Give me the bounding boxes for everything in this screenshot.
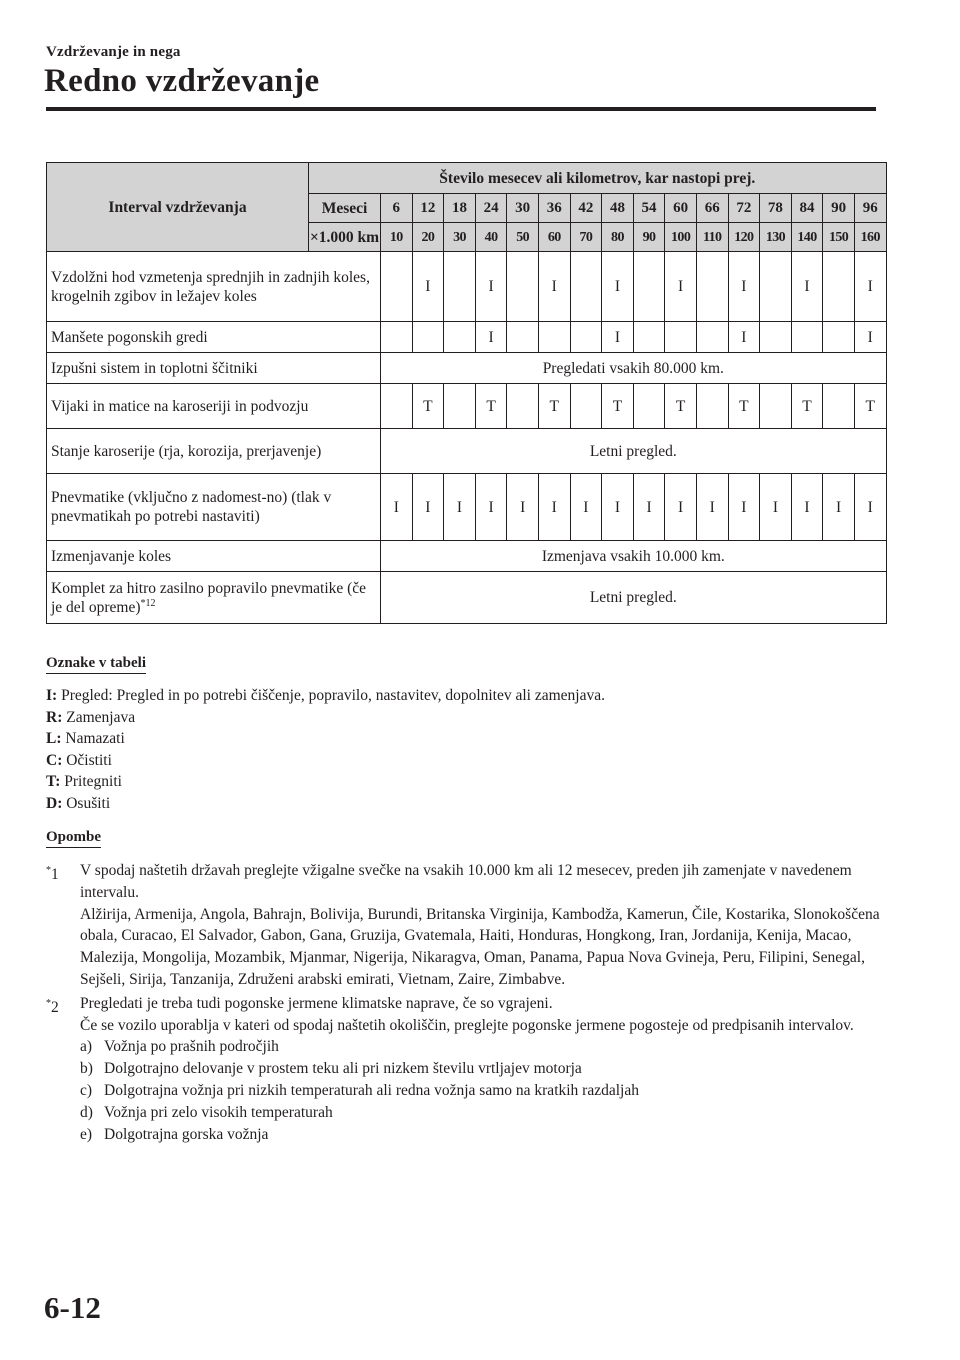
note-2-marker: *2 bbox=[46, 997, 59, 1016]
legend-key: L: bbox=[46, 730, 62, 747]
note-2-item bbox=[80, 1036, 896, 1058]
legend-item bbox=[46, 685, 886, 707]
schedule-cell: I bbox=[854, 474, 886, 541]
note-2-item-letter: d) bbox=[80, 1103, 93, 1121]
km-value: 70 bbox=[570, 223, 602, 252]
note-2-item-letter: b) bbox=[80, 1060, 93, 1078]
row-span-value: Letni pregled. bbox=[381, 572, 887, 624]
schedule-cell bbox=[823, 384, 855, 429]
legend-text: Zamenjava bbox=[66, 708, 136, 726]
km-value: 120 bbox=[728, 223, 760, 252]
note-2-item bbox=[80, 1058, 896, 1080]
schedule-cell bbox=[381, 384, 413, 429]
km-value: 110 bbox=[696, 223, 728, 252]
schedule-cell: I bbox=[538, 252, 570, 322]
month-value: 96 bbox=[854, 194, 886, 223]
title-rule bbox=[46, 107, 876, 111]
schedule-cell: I bbox=[475, 474, 507, 541]
schedule-cell: I bbox=[602, 322, 634, 353]
schedule-cell: I bbox=[538, 474, 570, 541]
schedule-cell bbox=[444, 252, 476, 322]
note-2-item-text: Vožnja po prašnih področjih bbox=[104, 1038, 279, 1056]
table-row bbox=[47, 572, 887, 624]
schedule-cell: T bbox=[665, 384, 697, 429]
table-row bbox=[47, 322, 887, 353]
month-value: 72 bbox=[728, 194, 760, 223]
km-value: 80 bbox=[602, 223, 634, 252]
schedule-cell bbox=[570, 384, 602, 429]
schedule-cell: I bbox=[602, 474, 634, 541]
header-row bbox=[47, 163, 887, 194]
km-value: 90 bbox=[633, 223, 665, 252]
row-label-text: Izmenjavanje koles bbox=[51, 547, 172, 565]
schedule-cell: T bbox=[475, 384, 507, 429]
note-2-line: Če se vozilo uporablja v kateri od spodaj naštetih okoliščin, preglejte pogonske jermene pogosteje od predpisanih intervalov. bbox=[80, 1016, 854, 1034]
notes bbox=[46, 860, 896, 1145]
table-row bbox=[47, 474, 887, 541]
page-title: Redno vzdrževanje bbox=[44, 63, 320, 99]
note-1-marker: *1 bbox=[46, 865, 59, 884]
schedule-cell: I bbox=[696, 474, 728, 541]
month-value: 60 bbox=[665, 194, 697, 223]
schedule-cell bbox=[507, 252, 539, 322]
legend-key: D: bbox=[46, 794, 63, 812]
month-value: 30 bbox=[507, 194, 539, 223]
schedule-cell: I bbox=[444, 474, 476, 541]
schedule-cell: I bbox=[854, 252, 886, 322]
schedule-cell bbox=[665, 322, 697, 353]
note-1 bbox=[46, 860, 896, 991]
notes-heading: Opombe bbox=[46, 828, 101, 848]
row-label-text: Vijaki in matice na karoseriji in podvozju bbox=[51, 397, 309, 415]
schedule-cell bbox=[507, 384, 539, 429]
row-label-text: Izpušni sistem in toplotni ščitniki bbox=[51, 359, 258, 377]
note-2-item-letter: a) bbox=[80, 1038, 93, 1056]
row-label bbox=[47, 429, 381, 474]
km-value: 10 bbox=[381, 223, 413, 252]
table-row bbox=[47, 429, 887, 474]
month-value: 84 bbox=[791, 194, 823, 223]
note-1-countries: Alžirija, Armenija, Angola, Bahrajn, Bolivija, Burundi, Britanska Virginija, Kambodža, Kamerun, Čile, Kostarika, Slonokoščena obala, Curacao, El Salvador, Gabon, Gana, Gruzija, Gvatemala, Haiti, Honduras, Hongkong, Iran, Jordanija, Kenija, Macao, Malezija, Mongolija, Mozambik, Mjanmar, Nigerija, Nikaragva, Oman, Panama, Papua Nova Gvineja, Peru, Filipini, Senegal, Sejšeli, Sirija, Tanzanija, Združeni arabski emirati, Vietnam, Zaire, Zimbabve. bbox=[80, 905, 880, 988]
legend-text: Osušiti bbox=[66, 794, 111, 812]
schedule-cell: I bbox=[412, 474, 444, 541]
schedule-cell bbox=[538, 322, 570, 353]
legend-item bbox=[46, 771, 886, 793]
schedule-cell bbox=[696, 252, 728, 322]
month-value: 36 bbox=[538, 194, 570, 223]
schedule-cell: I bbox=[570, 474, 602, 541]
schedule-cell bbox=[412, 322, 444, 353]
legend-heading: Oznake v tabeli bbox=[46, 654, 146, 674]
table-row bbox=[47, 353, 887, 384]
note-2-item bbox=[80, 1080, 896, 1102]
km-label: ×1.000 km bbox=[309, 223, 381, 252]
schedule-cell: I bbox=[791, 252, 823, 322]
km-value: 100 bbox=[665, 223, 697, 252]
row-label-text: Komplet za hitro zasilno popravilo pnevmatike (če je del opreme) bbox=[51, 579, 367, 616]
month-value: 42 bbox=[570, 194, 602, 223]
schedule-cell bbox=[791, 322, 823, 353]
row-label bbox=[47, 252, 381, 322]
note-2-item-text: Dolgotrajna gorska vožnja bbox=[104, 1125, 269, 1143]
schedule-cell: I bbox=[665, 474, 697, 541]
month-value: 12 bbox=[412, 194, 444, 223]
note-2-item-text: Vožnja pri zelo visokih temperaturah bbox=[104, 1103, 333, 1121]
schedule-cell: I bbox=[760, 474, 792, 541]
footnote-ref: *12 bbox=[140, 597, 156, 609]
note-2-item-text: Dolgotrajna vožnja pri nizkih temperaturah ali redna vožnja samo na kratkih razdaljah bbox=[104, 1081, 639, 1099]
legend-item bbox=[46, 793, 886, 815]
schedule-cell bbox=[823, 252, 855, 322]
month-value: 54 bbox=[633, 194, 665, 223]
schedule-cell: I bbox=[381, 474, 413, 541]
month-value: 66 bbox=[696, 194, 728, 223]
schedule-cell: T bbox=[791, 384, 823, 429]
km-value: 60 bbox=[538, 223, 570, 252]
row-label bbox=[47, 541, 381, 572]
page-number: 6-12 bbox=[44, 1290, 101, 1325]
note-2-item-letter: c) bbox=[80, 1081, 93, 1099]
km-value: 130 bbox=[760, 223, 792, 252]
schedule-cell bbox=[507, 322, 539, 353]
row-span-value: Izmenjava vsakih 10.000 km. bbox=[381, 541, 887, 572]
schedule-cell bbox=[633, 384, 665, 429]
schedule-cell: T bbox=[602, 384, 634, 429]
table-row bbox=[47, 384, 887, 429]
schedule-cell bbox=[633, 252, 665, 322]
section-label: Vzdrževanje in nega bbox=[46, 44, 181, 60]
schedule-cell: T bbox=[538, 384, 570, 429]
legend-key: T: bbox=[46, 773, 61, 790]
note-2-item-letter: e) bbox=[80, 1125, 93, 1143]
schedule-cell bbox=[570, 252, 602, 322]
month-value: 48 bbox=[602, 194, 634, 223]
schedule-cell bbox=[760, 384, 792, 429]
schedule-cell bbox=[696, 384, 728, 429]
month-value: 18 bbox=[444, 194, 476, 223]
schedule-cell bbox=[444, 384, 476, 429]
schedule-cell: I bbox=[728, 322, 760, 353]
km-value: 20 bbox=[412, 223, 444, 252]
row-label-text: Pnevmatike (vključno z nadomest-no) (tlak v pnevmatikah po potrebi nastaviti) bbox=[51, 489, 332, 525]
schedule-cell: I bbox=[665, 252, 697, 322]
row-label-text: Vzdolžni hod vzmetenja sprednjih in zadnjih koles, krogelnih zgibov in ležajev koles bbox=[51, 268, 370, 305]
row-label bbox=[47, 322, 381, 353]
month-value: 24 bbox=[475, 194, 507, 223]
schedule-cell: I bbox=[728, 252, 760, 322]
schedule-cell: I bbox=[854, 322, 886, 353]
schedule-cell: I bbox=[791, 474, 823, 541]
legend-text: Pritegniti bbox=[64, 773, 122, 790]
legend-key: R: bbox=[46, 708, 63, 726]
schedule-cell: T bbox=[728, 384, 760, 429]
row-label bbox=[47, 572, 381, 624]
schedule-cell bbox=[823, 322, 855, 353]
row-label bbox=[47, 353, 381, 384]
schedule-cell: I bbox=[412, 252, 444, 322]
legend-text: Pregled: Pregled in po potrebi čiščenje, popravilo, nastavitev, dopolnitev ali zamenjava. bbox=[61, 687, 605, 704]
schedule-cell: I bbox=[728, 474, 760, 541]
schedule-cell bbox=[381, 322, 413, 353]
month-value: 6 bbox=[381, 194, 413, 223]
km-value: 160 bbox=[854, 223, 886, 252]
legend-item bbox=[46, 707, 886, 729]
schedule-cell bbox=[760, 252, 792, 322]
km-value: 150 bbox=[823, 223, 855, 252]
row-span-value: Pregledati vsakih 80.000 km. bbox=[381, 353, 887, 384]
maintenance-schedule-table bbox=[46, 162, 887, 624]
legend-item bbox=[46, 728, 886, 750]
note-2 bbox=[46, 993, 896, 1146]
schedule-cell bbox=[633, 322, 665, 353]
schedule-cell bbox=[760, 322, 792, 353]
schedule-cell: I bbox=[823, 474, 855, 541]
schedule-cell: I bbox=[475, 322, 507, 353]
schedule-cell bbox=[444, 322, 476, 353]
legend-text: Očistiti bbox=[66, 751, 112, 769]
month-value: 90 bbox=[823, 194, 855, 223]
legend-item bbox=[46, 750, 886, 772]
row-label bbox=[47, 384, 381, 429]
row-label-text: Manšete pogonskih gredi bbox=[51, 328, 208, 346]
schedule-cell bbox=[570, 322, 602, 353]
legend-key: C: bbox=[46, 751, 63, 769]
schedule-cell: I bbox=[633, 474, 665, 541]
table-row bbox=[47, 541, 887, 572]
note-1-line: V spodaj naštetih državah preglejte vžigalne svečke na vsakih 10.000 km ali 12 mesecev, preden jih zamenjate v navedenem intervalu. bbox=[80, 862, 852, 901]
km-value: 30 bbox=[444, 223, 476, 252]
legend-key: I: bbox=[46, 687, 58, 704]
interval-header: Interval vzdrževanja bbox=[47, 163, 309, 252]
schedule-cell bbox=[381, 252, 413, 322]
row-label-text: Stanje karoserije (rja, korozija, prerjavenje) bbox=[51, 442, 322, 460]
schedule-cell: T bbox=[412, 384, 444, 429]
schedule-cell: I bbox=[475, 252, 507, 322]
month-value: 78 bbox=[760, 194, 792, 223]
km-value: 140 bbox=[791, 223, 823, 252]
km-value: 50 bbox=[507, 223, 539, 252]
schedule-cell: I bbox=[602, 252, 634, 322]
legend-text: Namazati bbox=[65, 730, 125, 747]
schedule-cell: T bbox=[854, 384, 886, 429]
row-label bbox=[47, 474, 381, 541]
schedule-cell bbox=[696, 322, 728, 353]
table-row bbox=[47, 252, 887, 322]
schedule-cell: I bbox=[507, 474, 539, 541]
span-header: Število mesecev ali kilometrov, kar nastopi prej. bbox=[309, 163, 887, 194]
note-2-item-text: Dolgotrajno delovanje v prostem teku ali pri nizkem številu vrtljajev motorja bbox=[104, 1060, 582, 1078]
note-2-item bbox=[80, 1102, 896, 1124]
note-2-item bbox=[80, 1124, 896, 1146]
note-2-line: Pregledati je treba tudi pogonske jermene klimatske naprave, če so vgrajeni. bbox=[80, 994, 553, 1012]
km-value: 40 bbox=[475, 223, 507, 252]
row-span-value: Letni pregled. bbox=[381, 429, 887, 474]
legend bbox=[46, 685, 886, 814]
months-label: Meseci bbox=[309, 194, 381, 223]
